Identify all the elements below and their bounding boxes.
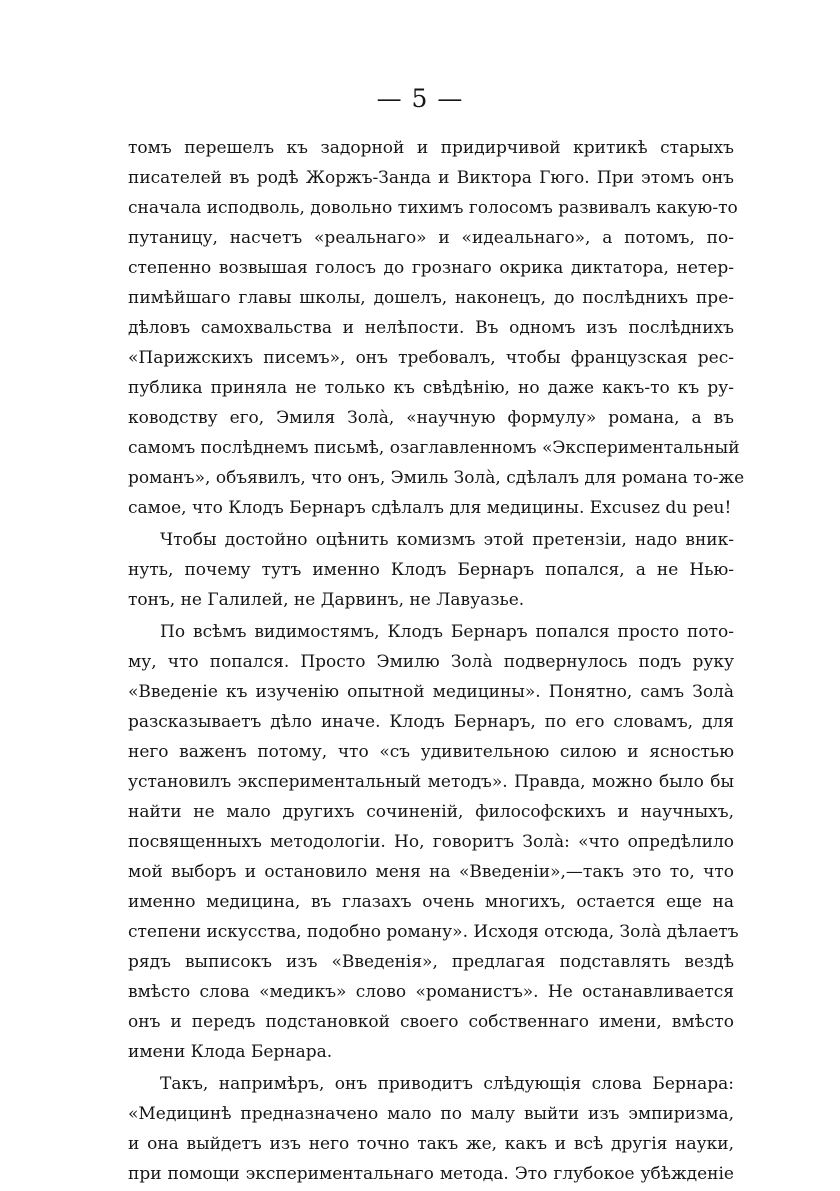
text-line: Чтобы достойно оцѣнить комизмъ этой претензіи, надо вник- xyxy=(160,530,734,550)
text-line: романъ», объявилъ, что онъ, Эмиль Зола̀, сдѣлалъ для романа то-же xyxy=(128,468,745,488)
text-line: и она выйдетъ изъ него точно такъ же, какъ и всѣ другія науки, xyxy=(128,1134,734,1154)
text-line: рядъ выписокъ изъ «Введенія», предлагая подставлять вездѣ xyxy=(128,952,734,972)
text-line: степенно возвышая голосъ до грознаго окрика диктатора, нетер- xyxy=(128,258,734,278)
paragraph-3 xyxy=(128,617,739,1067)
text-line: установилъ экспериментальный методъ». Правда, можно было бы xyxy=(128,772,734,792)
text-line: него важенъ потому, что «съ удивительною силою и ясностью xyxy=(128,742,734,762)
text-line: му, что попался. Просто Эмилю Зола̀ подвернулось подъ руку xyxy=(128,652,734,672)
page-number: — 5 — xyxy=(376,84,464,113)
text-line: публика приняла не только къ свѣдѣнію, но даже какъ-то къ ру- xyxy=(128,378,734,398)
text-line: имени Клода Бернара. xyxy=(128,1042,333,1062)
text-line: при помощи экспериментальнаго метода. Это глубокое убѣжденіе xyxy=(128,1164,734,1184)
text-line: степени искусства, подобно роману». Исходя отсюда, Зола̀ дѣлаетъ xyxy=(128,922,739,942)
text-line: «Введеніе къ изученію опытной медицины». Понятно, самъ Зола̀ xyxy=(128,682,734,702)
text-line: По всѣмъ видимостямъ, Клодъ Бернаръ попался просто пото- xyxy=(160,622,734,642)
text-line: «Парижскихъ писемъ», онъ требовалъ, чтобы французская рес- xyxy=(128,348,734,368)
text-line: писателей въ родѣ Жоржъ-Занда и Виктора Гюго. При этомъ онъ xyxy=(128,168,734,188)
text-line: тонъ, не Галилей, не Дарвинъ, не Лавуазье. xyxy=(128,590,525,610)
text-line: именно медицина, въ глазахъ очень многихъ, остается еще на xyxy=(128,892,734,912)
text-line: самое, что Клодъ Бернаръ сдѣлалъ для медицины. Excusez du peu! xyxy=(128,498,732,518)
text-line: разсказываетъ дѣло иначе. Клодъ Бернаръ, по его словамъ, для xyxy=(128,712,734,732)
paragraph-4 xyxy=(128,1069,734,1189)
text-line: нуть, почему тутъ именно Клодъ Бернаръ попался, а не Нью- xyxy=(128,560,734,580)
text-line: вмѣсто слова «медикъ» слово «романистъ». Не останавливается xyxy=(128,982,734,1002)
text-line: посвященныхъ методологіи. Но, говоритъ Зола̀: «что опредѣлило xyxy=(128,832,734,852)
text-line: путаницу, насчетъ «реальнаго» и «идеальнаго», а потомъ, по- xyxy=(128,228,734,248)
text-line: найти не мало другихъ сочиненій, философскихъ и научныхъ, xyxy=(128,802,734,822)
text-line: томъ перешелъ къ задорной и придирчивой критикѣ старыхъ xyxy=(128,138,734,158)
text-line: дѣловъ самохвальства и нелѣпости. Въ одномъ изъ послѣднихъ xyxy=(128,318,734,338)
paragraph-1 xyxy=(128,133,745,523)
text-line: Такъ, напримѣръ, онъ приводитъ слѣдующія слова Бернара: xyxy=(160,1074,734,1094)
body-text xyxy=(128,133,745,1189)
text-line: «Медицинѣ предназначено мало по малу выйти изъ эмпиризма, xyxy=(128,1104,734,1124)
paragraph-2 xyxy=(128,525,734,615)
text-line: мой выборъ и остановило меня на «Введеніи»,—такъ это то, что xyxy=(128,862,734,882)
text-line: самомъ послѣднемъ письмѣ, озаглавленномъ «Экспериментальный xyxy=(128,438,740,458)
text-line: ководству его, Эмиля Зола̀, «научную формулу» романа, а въ xyxy=(128,408,734,428)
text-line: пимѣйшаго главы школы, дошелъ, наконецъ, до послѣднихъ пре- xyxy=(128,288,734,308)
text-line: онъ и передъ подстановкой своего собственнаго имени, вмѣсто xyxy=(128,1012,734,1032)
text-line: сначала исподволь, довольно тихимъ голосомъ развивалъ какую-то xyxy=(128,198,738,218)
